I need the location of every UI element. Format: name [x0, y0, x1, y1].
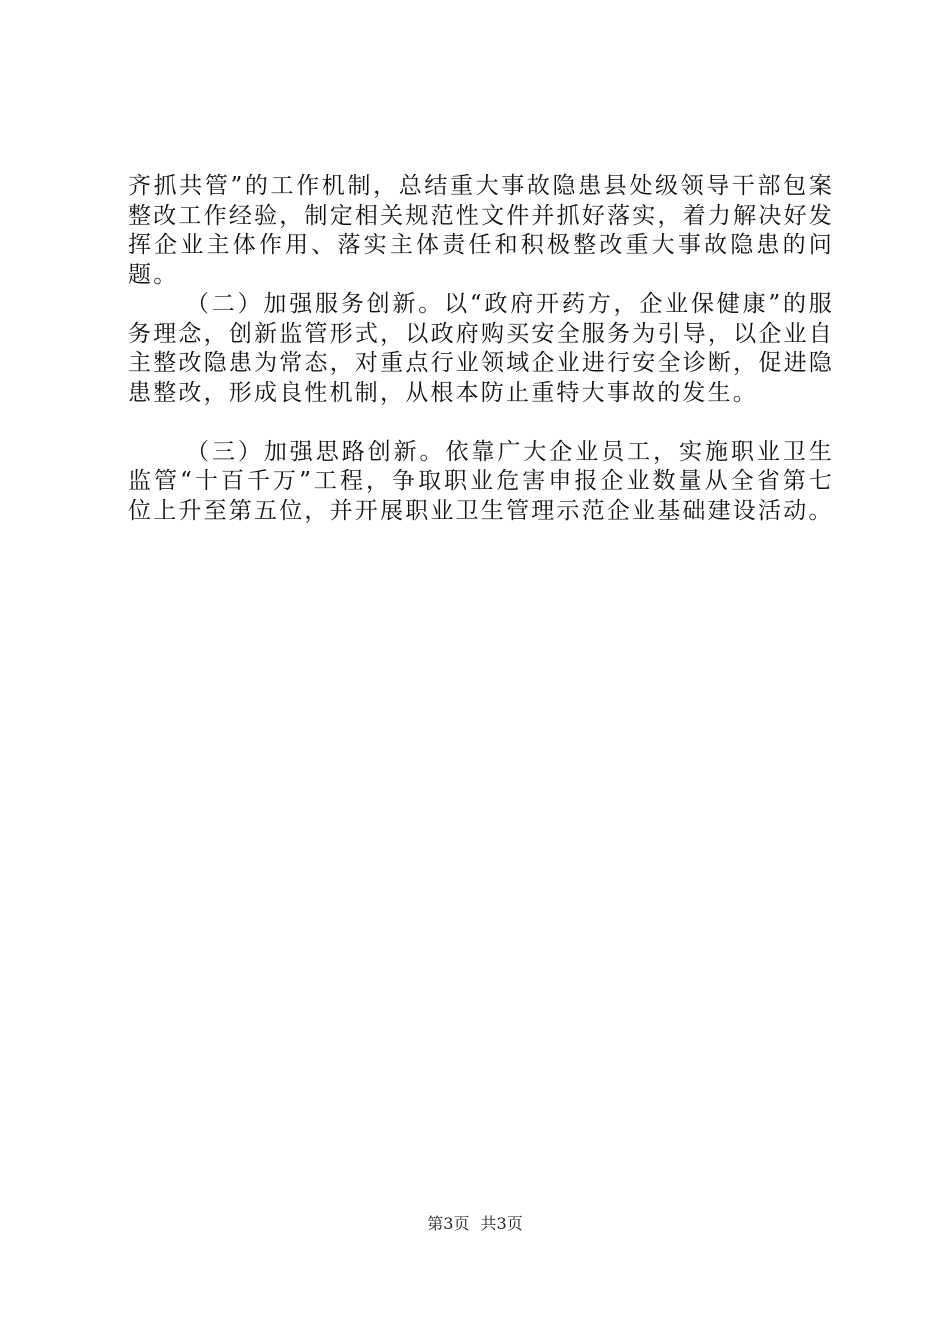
paragraph-thinking-innovation: （三）加强思路创新。依靠广大企业员工，实施职业卫生监管“十百千万”工程，争取职业危害申报企业数量从全省第七位上升至第五位，并开展职业卫生管理示范企业基础建设活动。 — [128, 438, 834, 524]
document-body — [128, 172, 834, 526]
page-total: 共3页 — [480, 1214, 523, 1233]
page-footer — [0, 1214, 950, 1234]
paragraph-service-innovation: （二）加强服务创新。以“政府开药方，企业保健康”的服务理念，创新监管形式，以政府购买安全服务为引导，以企业自主整改隐患为常态，对重点行业领域企业进行安全诊断，促进隐患整改，形成良性机制，从根本防止重特大事故的发生。 — [128, 291, 834, 406]
paragraph-continuation: 齐抓共管”的工作机制，总结重大事故隐患县处级领导干部包案整改工作经验，制定相关规范性文件并抓好落实，着力解决好发挥企业主体作用、落实主体责任和积极整改重大事故隐患的问题。 — [128, 173, 834, 288]
paragraph-gap — [128, 408, 834, 438]
page-number: 第3页 — [427, 1214, 470, 1233]
